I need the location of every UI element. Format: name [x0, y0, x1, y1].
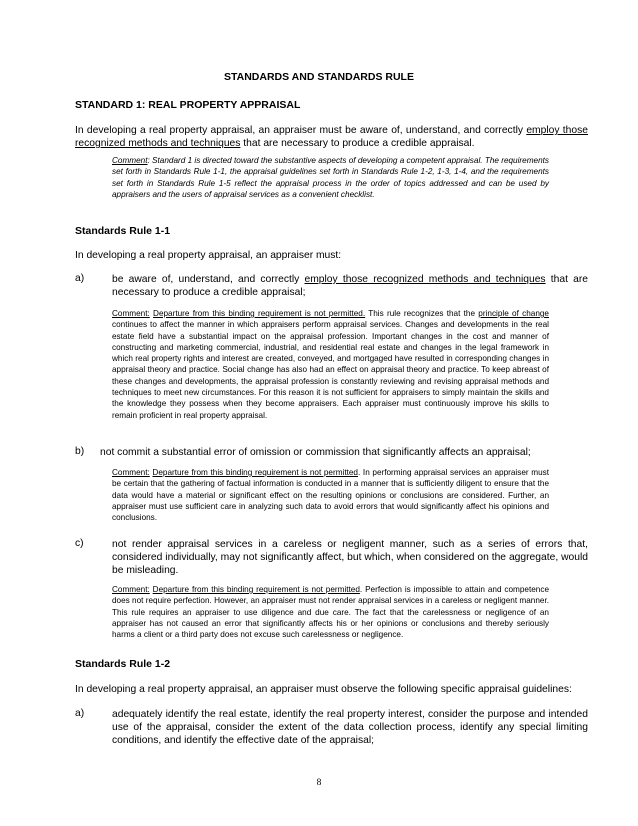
rule-1-2-heading: Standards Rule 1-2 [75, 658, 171, 670]
rule-1-1-c-comment: Comment: Departure from this binding requirement is not permitted. Perfection is impossible to attain and competence does not require perfection. However, an appraiser must not render appraisal services in a careless or negligent manner. This rule requires an appraiser to use diligence and due care. The fact that the carelessness or negligence of an appraiser has not caused an error that significantly affects his or her opinions or conclusions and thereby seriously harms a client or a third party does not excuse such carelessness or negligence. [112, 585, 549, 640]
rule-1-1-intro: In developing a real property appraisal, an appraiser must: [75, 250, 342, 261]
rule-1-1-a-comment: Comment: Departure from this binding requirement is not permitted. This rule recognizes that the principle of change continues to affect the manner in which appraisers perform appraisal services. Changes and developments in the real estate field have a substantial impact on the appraisal profession. Important changes in the cost and manner of constructing and marketing commercial, industrial, and residential real estate and changes in the legal framework in which real property rights and interest are created, conveyed, and mortgaged have resulted in corresponding changes in appraisal theory and practice. Social change has also had an effect on appraisal theory and practice. To keep abreast of these changes and developments, the appraisal profession is constantly reviewing and revising appraisal methods and techniques to meet new circumstances. For this reason it is not sufficient for appraisers to simply maintain the skills and the knowledge they possess when they become appraisers. Each appraiser must continuously improve his skills to remain proficient in real property appraisal. [112, 309, 549, 420]
rule-1-1-b-comment: Comment: Departure from this binding requirement is not permitted. In performing appraisal services an appraiser must be certain that the gathering of factual information is conducted in a manner that is sufficiently diligent to ensure that the data would have a material or significant effect on the resulting opinions or conclusions are considered. Further, an appraiser must use sufficient care in analyzing such data to avoid errors that would significantly affect his opinions and conclusions. [112, 468, 549, 523]
page-number: 8 [316, 778, 322, 788]
rule-1-1-c-label: c) [75, 538, 84, 549]
standard-1-comment: Comment: Standard 1 is directed toward the substantive aspects of developing a competent appraisal. The requirements set forth in Standards Rule 1-1, the appraisal guidelines set forth in Standards Rule 1-2, 1-3, 1-4, and the requirements set forth in Standards Rule 1-5 reflect the appraisal process in the order of topics addressed and can be used by appraisers and the users of appraisal services as a convenient checklist. [112, 156, 549, 199]
rule-1-1-b-text: not commit a substantial error of omission or commission that significantly affects an appraisal; [100, 447, 531, 458]
rule-1-1-b-label: b) [75, 446, 85, 457]
rule-1-2-a-text: adequately identify the real estate, identify the real property interest, consider the purpose and intended use of the appraisal, consider the extent of the data collection process, identify any special limiting conditions, and identify the effective date of the appraisal; [112, 709, 588, 746]
rule-1-2-intro: In developing a real property appraisal, an appraiser must observe the following specific appraisal guidelines: [75, 684, 572, 695]
rule-1-2-a-label: a) [75, 708, 85, 719]
rule-1-1-c-text: not render appraisal services in a careless or negligent manner, such as a series of errors that, considered individually, may not significantly affect, but which, when considered on the aggregate, would be misleading. [112, 539, 588, 576]
rule-1-1-a-label: a) [75, 273, 85, 284]
page-title: STANDARDS AND STANDARDS RULE [224, 71, 414, 83]
rule-1-1-a-text: be aware of, understand, and correctly employ those recognized methods and techniques that are necessary to produce a credible appraisal; [112, 274, 588, 298]
standard-1-intro: In developing a real property appraisal, an appraiser must be aware of, understand, and correctly employ those recognized methods and techniques that are necessary to produce a credible appraisal. [75, 125, 588, 149]
rule-1-1-heading: Standards Rule 1-1 [75, 225, 171, 237]
standard-1-heading: STANDARD 1: REAL PROPERTY APPRAISAL [75, 99, 301, 111]
